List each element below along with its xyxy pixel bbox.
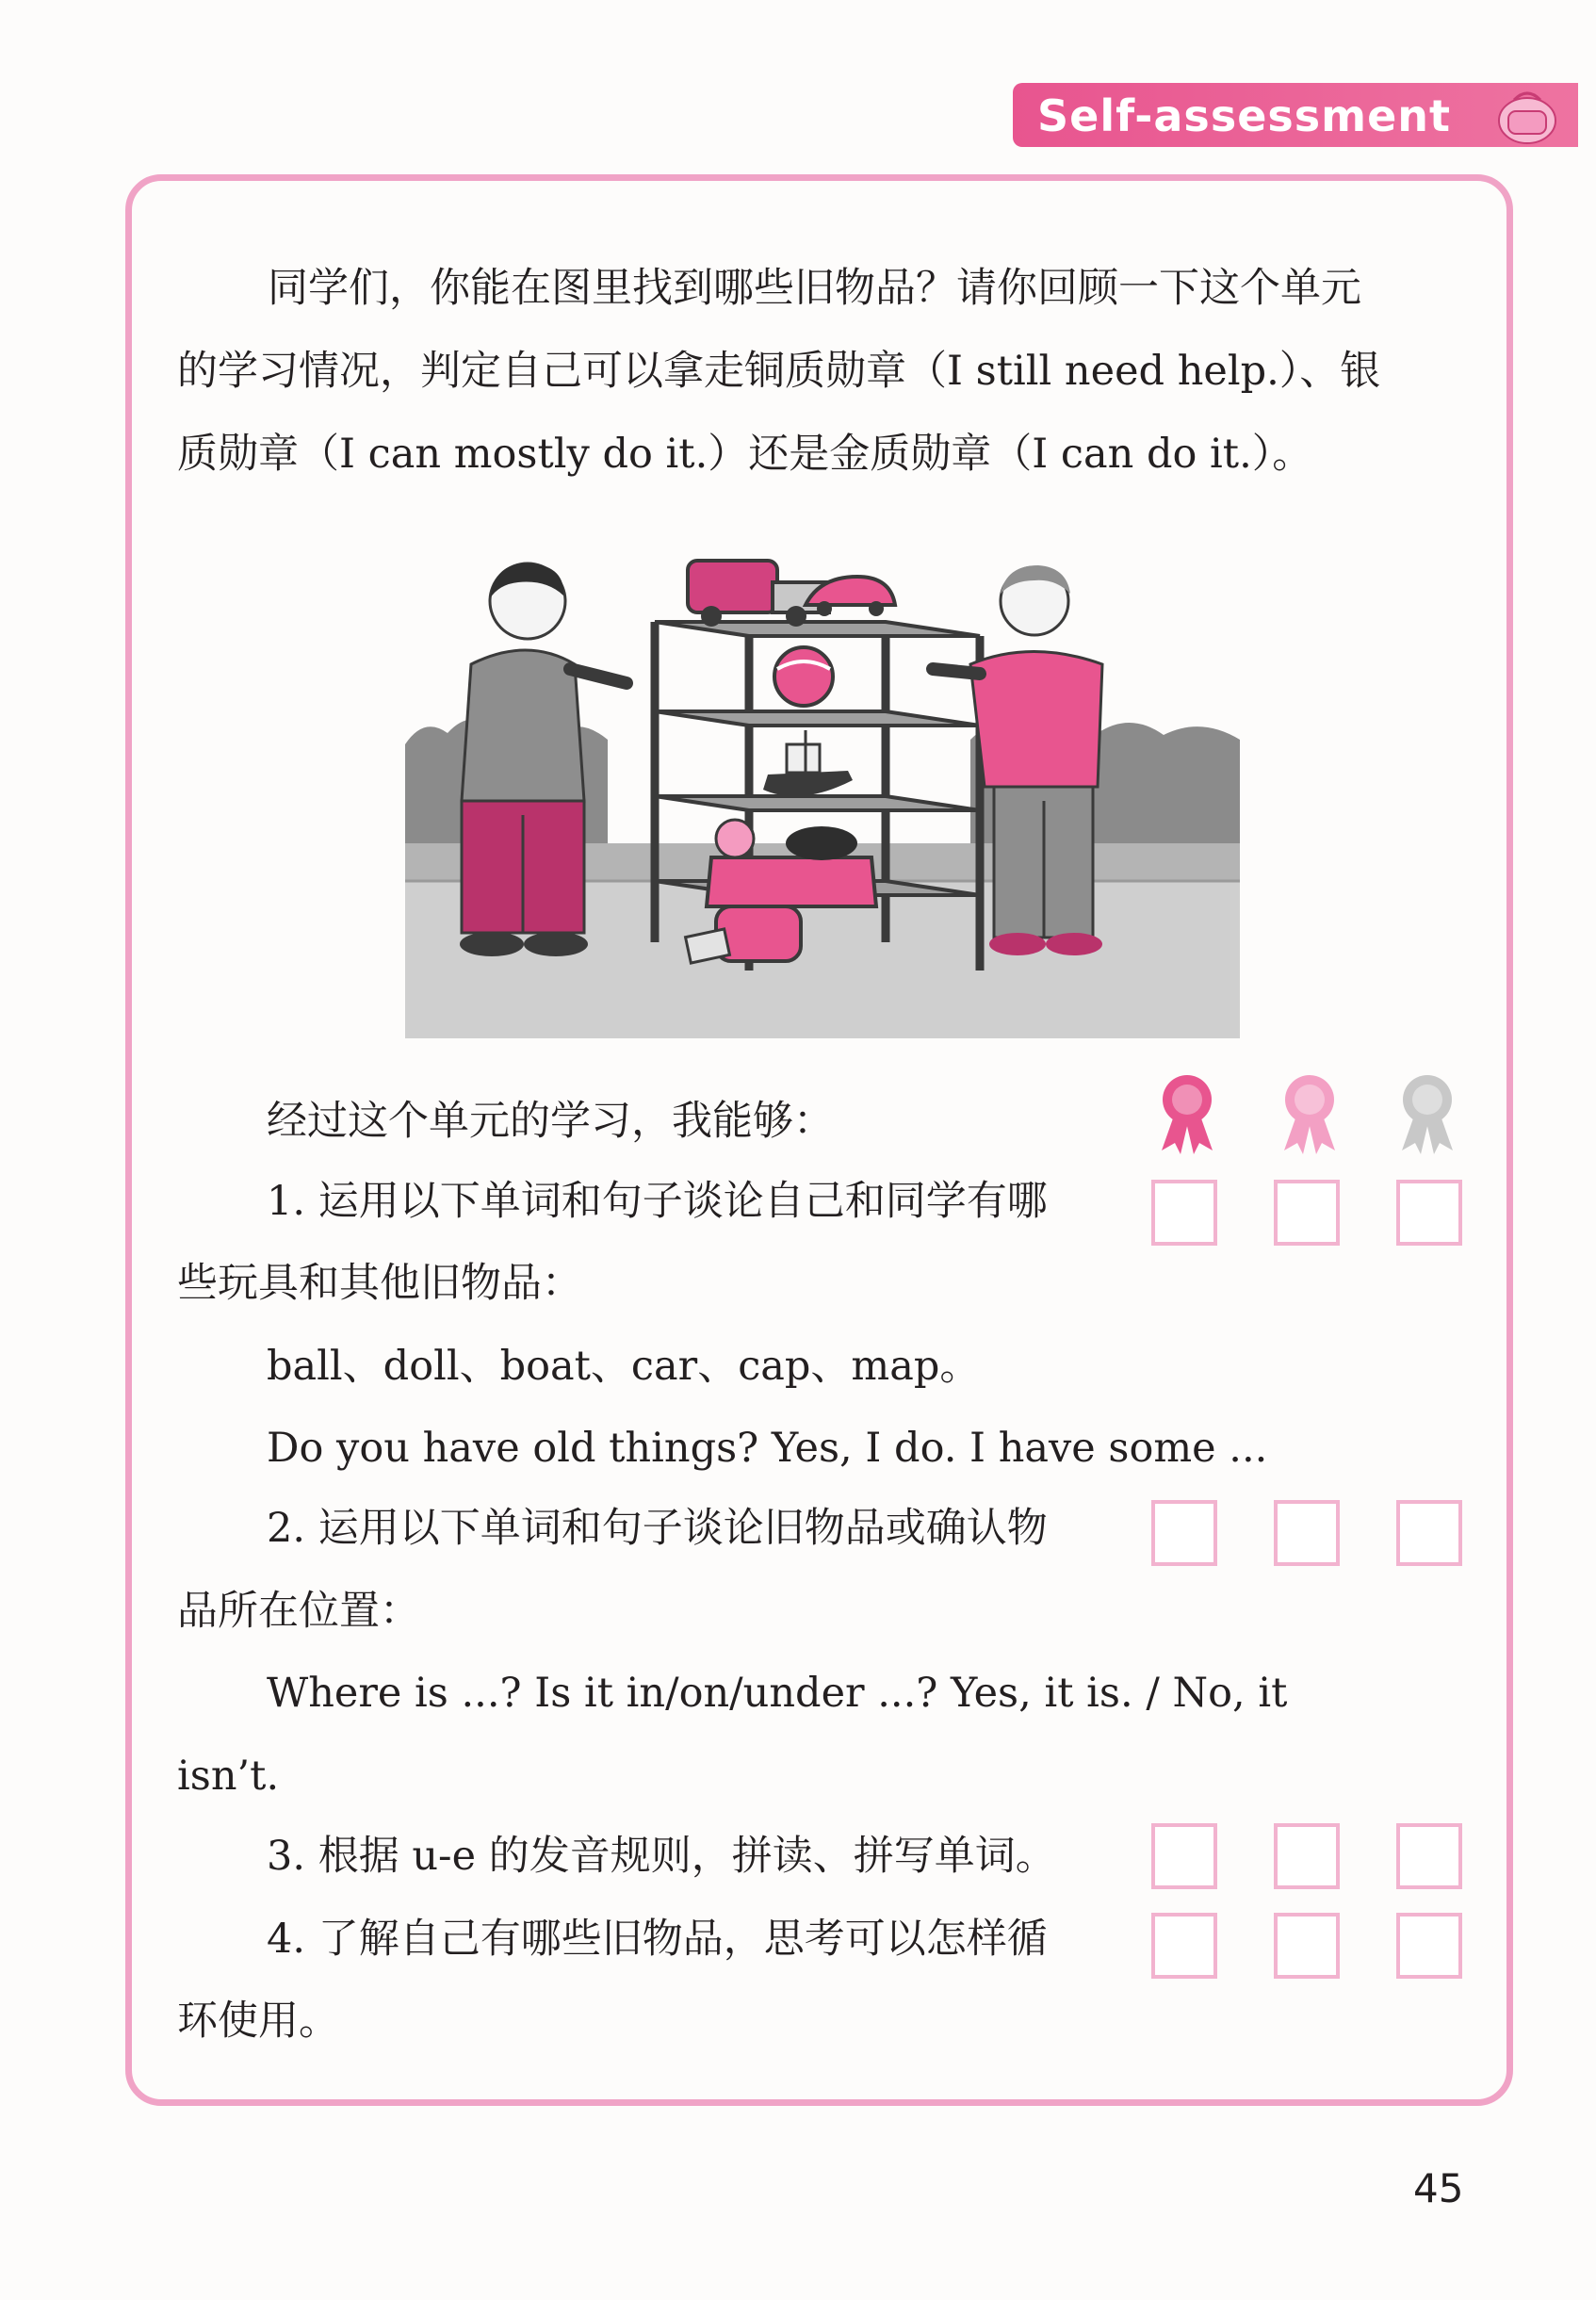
item-1-bronze-checkbox[interactable]: [1396, 1180, 1462, 1246]
item-2-sentence-1: Where is ...? Is it in/on/under ...? Yes, it is. / No, it: [267, 1670, 1288, 1717]
item-1-words: ball、doll、boat、car、cap、map。: [267, 1343, 981, 1390]
ball: [774, 647, 833, 706]
item-2-bronze-checkbox[interactable]: [1396, 1500, 1462, 1566]
lead-text: 经过这个单元的学习，我能够：: [267, 1098, 834, 1145]
schoolbag-icon: [1473, 83, 1578, 147]
medal-row: [1145, 1069, 1484, 1154]
gold-medal-icon: [1162, 1075, 1213, 1154]
intro-line-2: 的学习情况，判定自己可以拿走铜质勋章（I still need help.）、银: [177, 348, 1381, 395]
item-1-sentence: Do you have old things? Yes, I do. I have some ...: [267, 1425, 1268, 1472]
item-4-line-2: 环使用。: [177, 1998, 339, 2045]
illustration-old-things-shelf: [405, 556, 1240, 1038]
intro-line-3: 质勋章（I can mostly do it.）还是金质勋章（I can do it.）。: [177, 431, 1313, 478]
item-3-bronze-checkbox[interactable]: [1396, 1823, 1462, 1889]
item-3-line-1: 3. 根据 u-e 的发音规则，拼读、拼写单词。: [267, 1833, 1056, 1880]
item-2-sentence-2: isn’t.: [177, 1753, 280, 1800]
item-2-gold-checkbox[interactable]: [1151, 1500, 1217, 1566]
item-4-line-1: 4. 了解自己有哪些旧物品，思考可以怎样循: [267, 1916, 1048, 1963]
item-3-gold-checkbox[interactable]: [1151, 1823, 1217, 1889]
section-title: Self-assessment: [1037, 90, 1452, 141]
item-1-gold-checkbox[interactable]: [1151, 1180, 1217, 1246]
section-header-tab: [1013, 83, 1578, 147]
item-4-gold-checkbox[interactable]: [1151, 1913, 1217, 1979]
item-2-silver-checkbox[interactable]: [1274, 1500, 1340, 1566]
item-1-line-2: 些玩具和其他旧物品：: [177, 1260, 582, 1307]
item-2-line-1: 2. 运用以下单词和句子谈论旧物品或确认物: [267, 1505, 1048, 1552]
silver-medal-icon: [1284, 1075, 1335, 1154]
item-4-silver-checkbox[interactable]: [1274, 1913, 1340, 1979]
page-number: 45: [1413, 2165, 1464, 2211]
intro-paragraph: [177, 247, 1477, 496]
item-3-silver-checkbox[interactable]: [1274, 1823, 1340, 1889]
item-2-line-2: 品所在位置：: [177, 1588, 420, 1635]
intro-line-1: 同学们，你能在图里找到哪些旧物品？请你回顾一下这个单元: [268, 265, 1361, 312]
bronze-medal-icon: [1402, 1075, 1453, 1154]
item-1-silver-checkbox[interactable]: [1274, 1180, 1340, 1246]
item-4-bronze-checkbox[interactable]: [1396, 1913, 1462, 1979]
item-1-line-1: 1. 运用以下单词和句子谈论自己和同学有哪: [267, 1178, 1048, 1225]
